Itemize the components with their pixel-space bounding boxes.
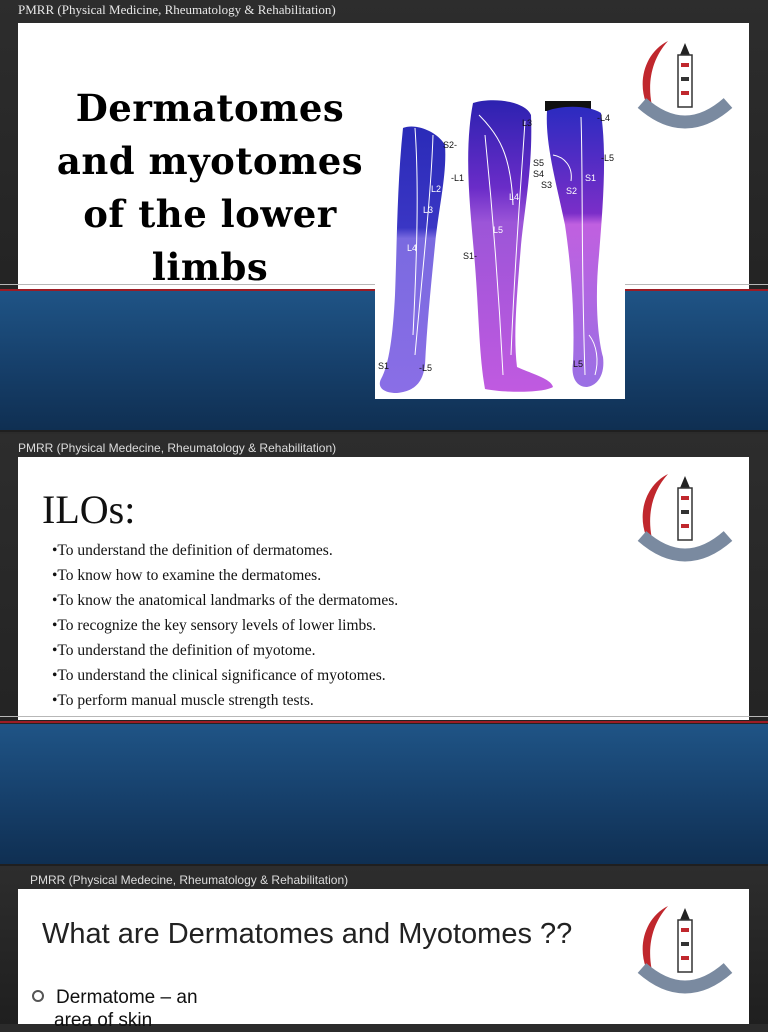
slide-title <box>30 82 390 294</box>
figure-label: L3 <box>522 118 533 128</box>
slide-header: PMRR (Physical Medecine, Rheumatology & Rehabilitation) <box>30 873 349 887</box>
title-line: limbs <box>151 245 269 289</box>
list-item: •To perform manual muscle strength tests. <box>52 692 314 709</box>
figure-label: -L5 <box>419 363 433 373</box>
figure-label: L3 <box>423 205 434 215</box>
figure-label: L2 <box>431 184 442 194</box>
figure-label: S2- <box>443 140 458 150</box>
dermatome-figure <box>375 95 625 399</box>
slide-header: PMRR (Physical Medicine, Rheumatology & Rehabilitation) <box>18 2 336 17</box>
figure-label: L4 <box>509 192 520 202</box>
title-line: and myotomes <box>56 139 364 183</box>
figure-label: S5 <box>533 158 545 168</box>
ain-shams-logo <box>630 33 740 143</box>
list-item: •To understand the definition of myotome. <box>52 642 316 659</box>
list-item: •To understand the clinical significance of myotomes. <box>52 667 386 684</box>
title-line: of the lower <box>83 192 337 236</box>
university-seal-icon <box>630 898 740 1008</box>
slide-title: What are Dermatomes and Myotomes ?? <box>42 918 573 950</box>
divider-line <box>0 716 768 717</box>
title-line: Dermatomes <box>75 86 345 130</box>
figure-label: S1- <box>463 251 478 261</box>
figure-label: L5 <box>493 225 504 235</box>
bullet-text: Dermatome – an <box>56 987 198 1008</box>
ring-bullet-icon <box>32 990 44 1002</box>
ilo-list <box>52 538 398 713</box>
university-seal-icon <box>630 33 740 143</box>
figure-label: S3 <box>541 180 553 190</box>
figure-label: -L5 <box>601 153 615 163</box>
blue-band <box>0 724 768 864</box>
slide-header: PMRR (Physical Medecine, Rheumatology & Rehabilitation) <box>18 441 337 455</box>
figure-label: S1 <box>378 361 390 371</box>
bullet-text: area of skin <box>54 1010 153 1031</box>
list-item: •To know how to examine the dermatomes. <box>52 567 322 584</box>
ilo-title: ILOs: <box>42 487 136 532</box>
list-item: •To know the anatomical landmarks of the dermatomes. <box>52 592 399 609</box>
university-seal-icon <box>630 466 740 576</box>
figure-label: S2 <box>566 186 578 196</box>
figure-label: S1 <box>585 173 597 183</box>
figure-label: L4 <box>407 243 418 253</box>
figure-label: -L1 <box>451 173 465 183</box>
lower-limb-dermatome-illustration <box>375 95 625 399</box>
slide-1 <box>0 0 768 432</box>
divider-line-red <box>0 721 768 723</box>
figure-label: L5 <box>573 359 584 369</box>
list-item: •To recognize the key sensory levels of lower limbs. <box>52 617 377 634</box>
ain-shams-logo <box>630 898 740 1008</box>
figure-label: S4 <box>533 169 545 179</box>
ain-shams-logo <box>630 466 740 576</box>
bullet-item <box>32 986 198 1032</box>
figure-label: -L4 <box>597 113 611 123</box>
list-item: •To understand the definition of dermatomes. <box>52 542 333 559</box>
